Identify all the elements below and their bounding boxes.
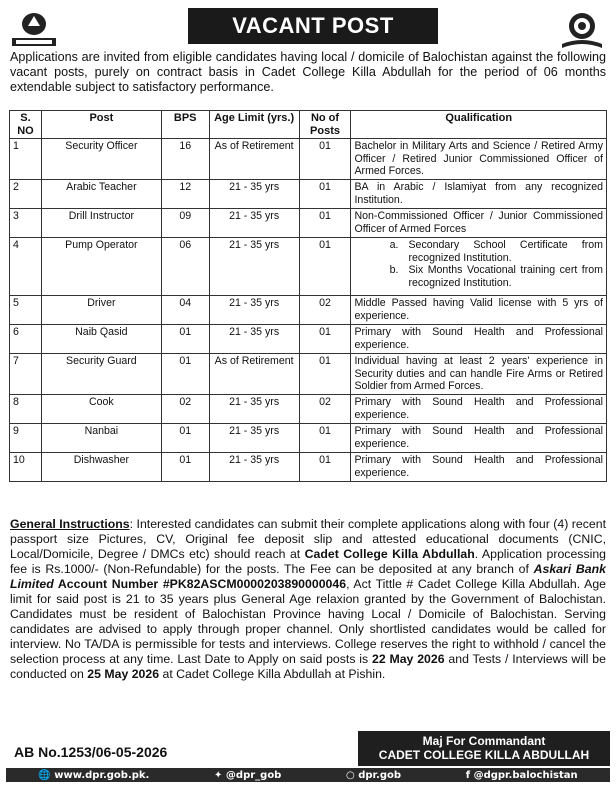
cell-bps: 01 [161, 424, 209, 453]
website-link[interactable]: 🌐 www.dpr.gob.pk. [38, 769, 150, 781]
cell-post: Drill Instructor [41, 209, 161, 238]
intro-paragraph: Applications are invited from eligible candidates having local / domicile of Balochistan against the following vacant posts, purely on contract basis in Cadet College Killa Abdullah for the period of 06 months extendable subject to satisfactory performance. [10, 50, 606, 94]
cell-posts: 01 [299, 453, 351, 482]
column-header-post: Post [41, 111, 161, 139]
facebook-link[interactable]: f @dgpr.balochistan [465, 769, 578, 781]
table-row [10, 424, 607, 453]
table-row [10, 354, 607, 395]
cell-age: 21 - 35 yrs [209, 180, 299, 209]
cell-bps: 01 [161, 453, 209, 482]
cell-qualification [351, 238, 607, 296]
instructions-text: and Tests / Interviews will be conducted on [10, 652, 606, 681]
cell-sno: 5 [10, 296, 42, 325]
college-crest-icon [556, 10, 608, 50]
cell-qualification: Primary with Sound Health and Professional experience. [351, 424, 607, 453]
instructions-text: at Cadet College Killa Abdullah at Pishin. [159, 667, 386, 681]
general-instructions-heading: General Instructions [10, 517, 130, 531]
table-row [10, 325, 607, 354]
cell-qualification: Primary with Sound Health and Professional experience. [351, 395, 607, 424]
table-row [10, 209, 607, 238]
cell-age: As of Retirement [209, 354, 299, 395]
ab-number: AB No.1253/06-05-2026 [14, 744, 168, 760]
cell-bps: 04 [161, 296, 209, 325]
cell-post: Naib Qasid [41, 325, 161, 354]
qualification-item-key: b. [389, 264, 399, 276]
cell-bps: 16 [161, 139, 209, 180]
cell-post: Arabic Teacher [41, 180, 161, 209]
cell-bps: 01 [161, 325, 209, 354]
qualification-item-text: Six Months Vocational training cert from recognized Institution. [408, 264, 603, 289]
cell-sno: 6 [10, 325, 42, 354]
column-header-bps: BPS [161, 111, 209, 139]
table-row [10, 238, 607, 296]
cell-bps: 09 [161, 209, 209, 238]
cell-qualification: BA in Arabic / Islamiyat from any recognized Institution. [351, 180, 607, 209]
signatory-title: Maj For Commandant [422, 734, 546, 748]
column-header-sno: S. NO [10, 111, 42, 139]
cell-post: Dishwasher [41, 453, 161, 482]
cell-qualification: Non-Commissioned Officer / Junior Commissioned Officer of Armed Forces [351, 209, 607, 238]
qualification-item-key: a. [389, 239, 399, 251]
table-header-row [10, 111, 607, 139]
vacancy-table [9, 110, 607, 482]
cell-age: 21 - 35 yrs [209, 238, 299, 296]
table-row [10, 296, 607, 325]
cell-posts: 01 [299, 238, 351, 296]
cell-posts: 01 [299, 209, 351, 238]
table-row [10, 453, 607, 482]
cell-qualification: Primary with Sound Health and Professional experience. [351, 453, 607, 482]
cell-qualification: Individual having at least 2 years' experience in Security duties and can handle Fire Arms or Retired Soldier from Armed Forces. [351, 354, 607, 395]
cell-posts: 01 [299, 424, 351, 453]
cell-age: As of Retirement [209, 139, 299, 180]
cell-posts: 01 [299, 139, 351, 180]
qualification-item-text: Secondary School Certificate from recognized Institution. [408, 239, 603, 264]
cell-qualification: Middle Passed having Valid license with 5 yrs of experience. [351, 296, 607, 325]
cell-age: 21 - 35 yrs [209, 325, 299, 354]
instagram-link[interactable]: ○ dpr.gob [346, 769, 402, 781]
government-emblem-icon [8, 10, 60, 50]
cell-post: Driver [41, 296, 161, 325]
cell-post: Pump Operator [41, 238, 161, 296]
cell-sno: 4 [10, 238, 42, 296]
qualification-item [354, 239, 603, 264]
cell-age: 21 - 35 yrs [209, 296, 299, 325]
cell-sno: 9 [10, 424, 42, 453]
signature-block [358, 731, 610, 766]
table-row [10, 180, 607, 209]
cell-sno: 7 [10, 354, 42, 395]
cell-age: 21 - 35 yrs [209, 453, 299, 482]
cell-sno: 3 [10, 209, 42, 238]
cell-posts: 01 [299, 354, 351, 395]
general-instructions [10, 517, 606, 682]
instructions-text: : Interested candidates can submit their complete applications along with four (4) recent passport size Pictures, CV, Original fee deposit slip and attested educational documents (CNIC, Local/Domicile, Degree / DMCs etc) should reach at [10, 517, 606, 561]
page-title: VACANT POST [188, 8, 438, 44]
qualification-item [354, 264, 603, 289]
test-date: 25 May 2026 [87, 667, 160, 681]
cell-sno: 1 [10, 139, 42, 180]
column-header-age: Age Limit (yrs.) [209, 111, 299, 139]
social-links-bar [6, 768, 610, 782]
cell-bps: 01 [161, 354, 209, 395]
bank-name: Askari Bank Limited [10, 562, 606, 591]
cell-posts: 01 [299, 180, 351, 209]
column-header-qualification: Qualification [351, 111, 607, 139]
column-header-posts: No of Posts [299, 111, 351, 139]
header [6, 6, 610, 46]
cell-bps: 02 [161, 395, 209, 424]
cell-sno: 8 [10, 395, 42, 424]
cell-bps: 12 [161, 180, 209, 209]
last-date: 22 May 2026 [371, 652, 445, 666]
cell-age: 21 - 35 yrs [209, 395, 299, 424]
cell-qualification: Bachelor in Military Arts and Science / Retired Army Officer / Retired Junior Commissioned Officer of Armed Forces. [351, 139, 607, 180]
cell-sno: 10 [10, 453, 42, 482]
cell-age: 21 - 35 yrs [209, 209, 299, 238]
cell-posts: 02 [299, 296, 351, 325]
cell-sno: 2 [10, 180, 42, 209]
account-number: Account Number #PK82ASCM0000203890000046 [53, 577, 347, 591]
college-name: Cadet College Killa Abdullah [304, 547, 475, 561]
cell-bps: 06 [161, 238, 209, 296]
cell-post: Security Guard [41, 354, 161, 395]
cell-posts: 01 [299, 325, 351, 354]
signatory-institution: CADET COLLEGE KILLA ABDULLAH [378, 748, 590, 762]
instructions-text: . Application processing fee is Rs.1000/- (Non-Refundable) for the posts. The Fee can be deposited at any branch of [10, 547, 607, 576]
cell-posts: 02 [299, 395, 351, 424]
cell-age: 21 - 35 yrs [209, 424, 299, 453]
cell-qualification: Primary with Sound Health and Professional experience. [351, 325, 607, 354]
cell-post: Security Officer [41, 139, 161, 180]
cell-post: Nanbai [41, 424, 161, 453]
table-row [10, 139, 607, 180]
twitter-link[interactable]: ✦ @dpr_gob [214, 769, 282, 781]
instructions-text: , Act Tittle # Cadet College Killa Abdullah. Age limit for said post is 21 to 35 years plus General Age relaxion granted by the Government of Balochistan. Candidates must be resident of Balochistan Province having Local / Domicile of Balochistan. Serving candidates are advised to apply through proper channel. Only shortlisted candidates would be called for interview. No TA/DA is permissible for tests and interviews. College reserves the right to withhold / cancel the selection process at any time. Last Date to Apply on said posts is [10, 577, 606, 666]
cell-post: Cook [41, 395, 161, 424]
table-row [10, 395, 607, 424]
